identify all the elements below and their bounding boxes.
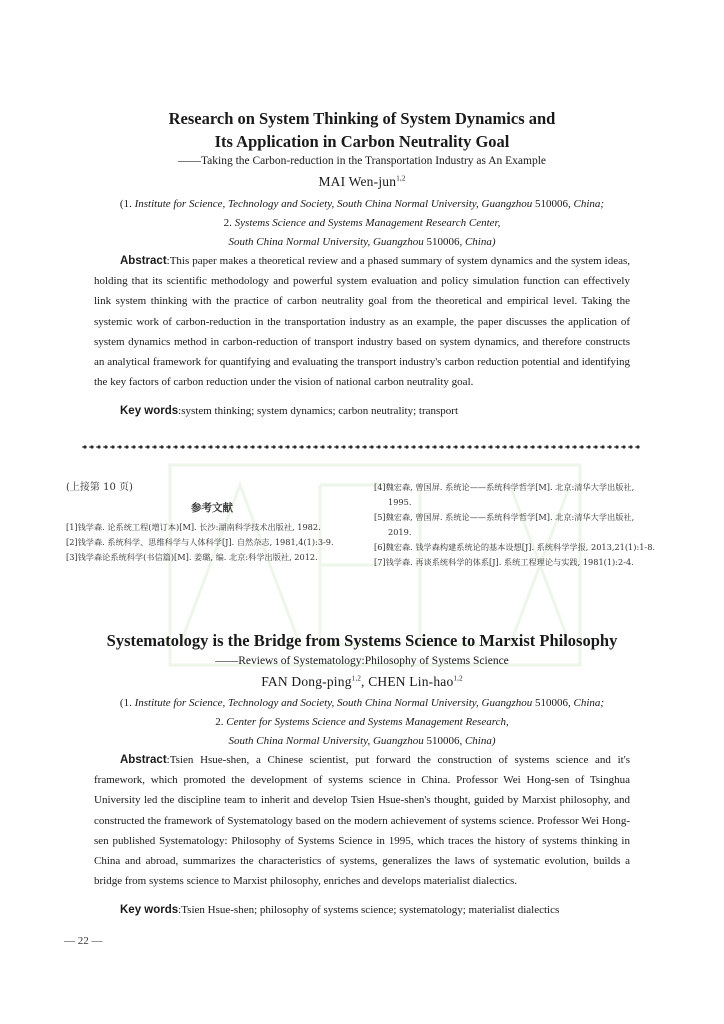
separator-dot — [433, 445, 436, 448]
separator-dot — [111, 445, 114, 448]
separator-dot — [370, 445, 373, 448]
article2-keywords — [120, 904, 559, 916]
article1-keywords — [120, 405, 458, 417]
article1-affiliation-line3: South China Normal University, Guangzhou 510006, China) — [228, 236, 496, 248]
separator-dot — [566, 445, 569, 448]
separator-dot — [531, 445, 534, 448]
separator-dot — [251, 445, 254, 448]
author-affiliation-mark: 1,2 — [453, 674, 463, 683]
separator-dot — [195, 445, 198, 448]
separator-dot — [363, 445, 366, 448]
abstract-label: Abstract — [120, 255, 167, 267]
separator-dot — [342, 445, 345, 448]
separator-dot — [167, 445, 170, 448]
reference-item: [5]魏宏森, 曾国屏. 系统论——系统科学哲学[M]. 北京:清华大学出版社, 2019. — [374, 512, 635, 537]
separator-dot — [412, 445, 415, 448]
references-heading: 参考文献 — [191, 502, 233, 514]
separator-dot — [321, 445, 324, 448]
author-affiliation-mark: 1,2 — [351, 674, 362, 683]
article1-author — [0, 174, 724, 190]
separator-dot — [328, 445, 331, 448]
continued-from-note: (上接第 10 页) — [66, 482, 133, 493]
separator-dot — [391, 445, 394, 448]
article1-subtitle: ——Taking the Carbon-reduction in the Transportation Industry as An Example — [177, 155, 547, 167]
separator-dot — [468, 445, 471, 448]
separator-dot — [496, 445, 499, 448]
abstract-text: :Tsien Hsue-shen, a Chinese scientist, put forward the construction of systems science and it's framework, which promoted the development of systems science in China. Professor Wei Hong-sen of Tsinghua University led the discipline team to inherit and develop Tsien Hsue-shen's thought, guided by Marxist philosophy, and constructed the framework of Systematology based on the modern achievement of systems science. Professor Wei Hong-sen published Systematology: Philosophy of Systems Science in 1995, which traces the history of systems thinking in China and abroad, summarizes the characteristics of systems, generalizes the laws of systematic evolution, builds a bridge from systems science to Marxist philosophy, enriches and develops materialist dialectics. — [94, 754, 630, 888]
keywords-label: Key words — [120, 405, 179, 417]
separator-dot — [230, 445, 233, 448]
separator-dot — [237, 445, 240, 448]
separator-dot — [608, 445, 611, 448]
separator-dot — [426, 445, 429, 448]
author-name: MAI Wen-jun — [318, 174, 397, 189]
reference-item: [2]钱学森. 系统科学、思维科学与人体科学[J]. 自然杂志, 1981,4(1):3-9. — [66, 537, 334, 547]
separator-dot — [265, 445, 268, 448]
author-name: FAN Dong-ping — [261, 674, 352, 689]
separator-dot — [279, 445, 282, 448]
article2-subtitle: ——Reviews of Systematology:Philosophy of Systems Science — [215, 655, 509, 667]
article2-affiliation-line1: (1. Institute for Science, Technology and Society, South China Normal University, Guangzhou 510006, China; — [119, 697, 605, 709]
article1-title-line2: Its Application in Carbon Neutrality Goal — [214, 132, 510, 151]
separator-dot — [202, 445, 205, 448]
separator-dot — [160, 445, 163, 448]
separator-dot — [398, 445, 401, 448]
article1-abstract — [94, 251, 630, 392]
reference-item: [1]钱学森. 论系统工程(增订本)[M]. 长沙:湖南科学技术出版社, 1982. — [66, 522, 321, 532]
separator-dot — [132, 445, 135, 448]
keywords-text: :Tsien Hsue-shen; philosophy of systems science; systematology; materialist dialectics — [178, 904, 560, 916]
separator-dot — [524, 445, 527, 448]
separator-dot — [258, 445, 261, 448]
separator-dot — [335, 445, 338, 448]
dotted-separator — [82, 442, 642, 452]
article1-title-line1: Research on System Thinking of System Dynamics and — [168, 109, 556, 128]
separator-dot — [454, 445, 457, 448]
separator-dot — [356, 445, 359, 448]
separator-dot — [622, 445, 625, 448]
keywords-label: Key words — [120, 904, 179, 916]
separator-dot — [272, 445, 275, 448]
separator-dot — [405, 445, 408, 448]
separator-dot — [482, 445, 485, 448]
separator-dot — [188, 445, 191, 448]
separator-dot — [636, 445, 639, 448]
separator-dot — [125, 445, 128, 448]
separator-dot — [300, 445, 303, 448]
author-name: CHEN Lin-hao — [368, 674, 454, 689]
separator-dot — [209, 445, 212, 448]
separator-dot — [489, 445, 492, 448]
separator-dot — [601, 445, 604, 448]
separator-dot — [118, 445, 121, 448]
separator-dot — [384, 445, 387, 448]
separator-dot — [475, 445, 478, 448]
separator-dot — [440, 445, 443, 448]
separator-dot — [293, 445, 296, 448]
separator-dot — [153, 445, 156, 448]
separator-dot — [594, 445, 597, 448]
article1-affiliation-line2: 2. Systems Science and Systems Management Research Center, — [223, 217, 501, 229]
separator-dot — [83, 445, 86, 448]
separator-dot — [307, 445, 310, 448]
separator-dot — [552, 445, 555, 448]
separator-dot — [223, 445, 226, 448]
article2-authors: FAN Dong-ping$^{1,2}$, CHEN Lin-hao$^{1,2}$ — [261, 674, 463, 689]
separator-dot — [587, 445, 590, 448]
abstract-text: :This paper makes a theoretical review and a phased summary of system dynamics and the system ideas, holding that its scientific methodology and powerful system evaluation and policy simulation function can effectively link system thinking with the practice of carbon neutrality goal from the theoretical and empirical level. Taking the systemic work of carbon-reduction in the transportation industry as an example, the paper discusses the application of system dynamics method in carbon-reduction of transport industry based on system dynamics, and therefore constructs an analytical framework for quantifying and evaluating the transport industry's carbon reduction potential and identifying the key factors of carbon reduction under the vision of national carbon neutrality goal. — [94, 255, 630, 389]
separator-dot — [419, 445, 422, 448]
separator-dot — [559, 445, 562, 448]
separator-dot — [181, 445, 184, 448]
separator-dot — [97, 445, 100, 448]
separator-dot — [174, 445, 177, 448]
separator-dot — [461, 445, 464, 448]
abstract-label: Abstract — [120, 754, 167, 766]
separator-dot — [573, 445, 576, 448]
reference-item: [6]魏宏森. 钱学森构建系统论的基本设想[J]. 系统科学学报, 2013,21(1):1-8. — [374, 542, 656, 552]
separator-dot — [629, 445, 632, 448]
separator-dot — [349, 445, 352, 448]
separator-dot — [139, 445, 142, 448]
separator-dot — [510, 445, 513, 448]
separator-dot — [447, 445, 450, 448]
separator-dot — [90, 445, 93, 448]
separator-dot — [286, 445, 289, 448]
separator-dot — [216, 445, 219, 448]
reference-item: [4]魏宏森, 曾国屏. 系统论——系统科学哲学[M]. 北京:清华大学出版社, 1995. — [374, 482, 635, 507]
reference-item: [7]钱学森. 再谈系统科学的体系[J]. 系统工程理论与实践, 1981(1):2-4. — [374, 557, 634, 567]
separator-dot — [244, 445, 247, 448]
keywords-text: :system thinking; system dynamics; carbon neutrality; transport — [178, 405, 459, 417]
separator-dot — [104, 445, 107, 448]
article2-affiliation-line2: 2. Center for Systems Science and Systems Management Research, — [215, 716, 509, 728]
separator-dot — [503, 445, 506, 448]
article1-affiliation-line1: (1. Institute for Science, Technology and Society, South China Normal University, Guangzhou 510006, China; — [119, 198, 605, 210]
separator-dot — [615, 445, 618, 448]
reference-item: [3]钱学森论系统科学(书信篇)[M]. 姜璐, 编. 北京:科学出版社, 2012. — [66, 552, 318, 562]
separator-dot — [517, 445, 520, 448]
references-left-column — [66, 480, 358, 565]
article2-title: Systematology is the Bridge from Systems Science to Marxist Philosophy — [106, 631, 618, 650]
separator-dot — [545, 445, 548, 448]
separator-dot — [146, 445, 149, 448]
separator-dot — [538, 445, 541, 448]
references-right-column — [374, 480, 660, 570]
separator-dot — [314, 445, 317, 448]
page-number: — 22 — — [64, 935, 103, 947]
article2-affiliation-line3: South China Normal University, Guangzhou 510006, China) — [228, 735, 496, 747]
separator-dot — [377, 445, 380, 448]
article2-abstract — [94, 750, 630, 891]
separator-dot — [580, 445, 583, 448]
author-affiliation-mark: 1,2 — [396, 174, 406, 183]
